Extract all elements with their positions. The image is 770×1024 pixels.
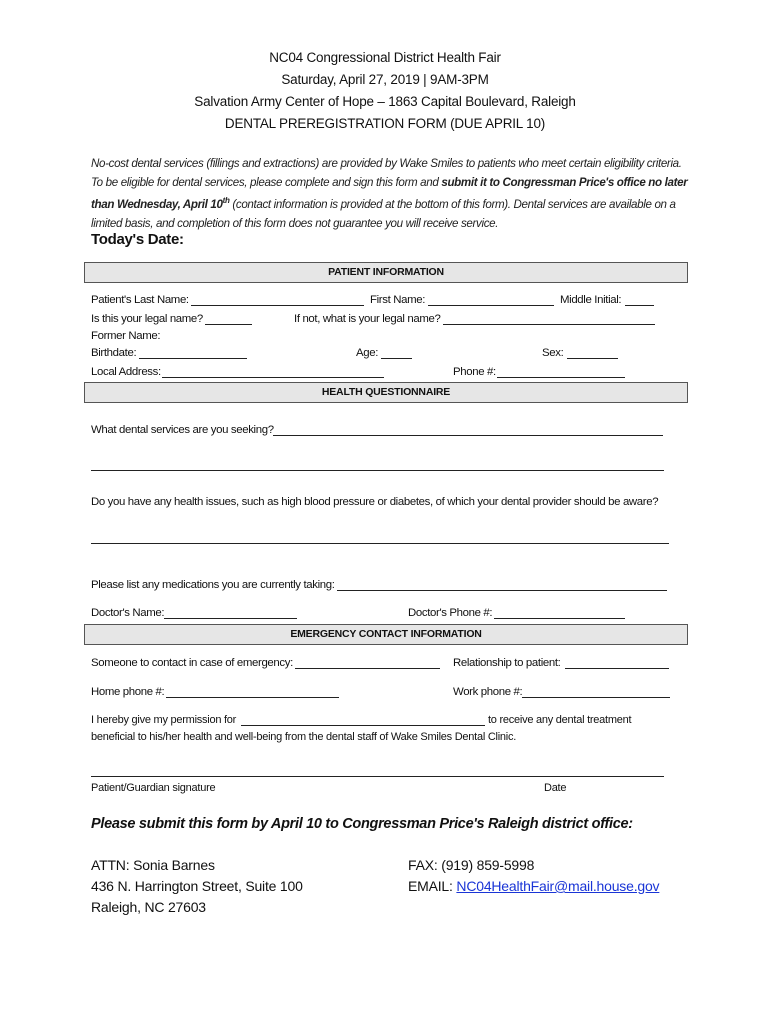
medications-label: Please list any medications you are currently taking: — [91, 579, 335, 591]
services-field-line-2[interactable] — [91, 470, 664, 471]
home-phone-field[interactable] — [166, 697, 339, 698]
local-address-field[interactable] — [162, 377, 384, 378]
services-label: What dental services are you seeking? — [91, 424, 274, 436]
intro-deadline: submit it to Congressman Price's office no later than Wednesday, April 10 — [91, 175, 688, 212]
health-issues-field[interactable] — [91, 543, 669, 544]
permission-field[interactable] — [241, 725, 485, 726]
intro-paragraph — [91, 155, 691, 233]
work-phone-field[interactable] — [522, 697, 670, 698]
work-phone-label: Work phone #: — [453, 686, 523, 698]
contact-email-label: EMAIL: — [408, 878, 457, 894]
relationship-field[interactable] — [565, 668, 669, 669]
services-field[interactable] — [273, 435, 663, 436]
emergency-contact-label: Someone to contact in case of emergency: — [91, 657, 293, 669]
contact-email-link[interactable]: NC04HealthFair@mail.house.gov — [456, 878, 660, 894]
former-name-label: Former Name: — [91, 330, 161, 342]
contact-city: Raleigh, NC 27603 — [91, 899, 206, 915]
if-not-legal-name-field[interactable] — [443, 324, 655, 325]
intro-sup: th — [222, 196, 230, 206]
submit-instructions: Please submit this form by April 10 to Congressman Price's Raleigh district office: — [91, 816, 633, 832]
medications-field[interactable] — [337, 590, 667, 591]
birthdate-field[interactable] — [139, 358, 247, 359]
age-label: Age: — [356, 347, 379, 359]
first-name-field[interactable] — [428, 305, 554, 306]
last-name-label: Patient's Last Name: — [91, 294, 189, 306]
emergency-contact-field[interactable] — [295, 668, 440, 669]
date-label: Date — [544, 782, 567, 794]
form-title: DENTAL PREREGISTRATION FORM (DUE APRIL 10) — [224, 116, 546, 131]
permission-label-b: to receive any dental treatment — [488, 714, 632, 726]
phone-field[interactable] — [497, 377, 625, 378]
sex-field[interactable] — [567, 358, 618, 359]
last-name-field[interactable] — [191, 305, 364, 306]
legal-name-label: Is this your legal name? — [91, 313, 203, 325]
middle-initial-label: Middle Initial: — [560, 294, 622, 306]
todays-date-label: Today's Date: — [91, 231, 184, 248]
legal-name-field[interactable] — [205, 324, 252, 325]
doctor-phone-label: Doctor's Phone #: — [408, 607, 493, 619]
doctor-name-label: Doctor's Name: — [91, 607, 165, 619]
header-location: Salvation Army Center of Hope – 1863 Capital Boulevard, Raleigh — [194, 94, 576, 109]
section-emergency-contact: EMERGENCY CONTACT INFORMATION — [84, 624, 688, 645]
header-date: Saturday, April 27, 2019 | 9AM-3PM — [281, 72, 489, 87]
first-name-label: First Name: — [370, 294, 426, 306]
permission-label-a: I hereby give my permission for — [91, 714, 237, 726]
contact-attn: ATTN: Sonia Barnes — [91, 857, 215, 873]
sex-label: Sex: — [542, 347, 564, 359]
permission-label-c: beneficial to his/her health and well-being from the dental staff of Wake Smiles Dental Clinic. — [91, 731, 517, 743]
signature-label: Patient/Guardian signature — [91, 782, 216, 794]
contact-street: 436 N. Harrington Street, Suite 100 — [91, 878, 303, 894]
contact-email-row — [408, 878, 659, 894]
contact-fax: FAX: (919) 859-5998 — [408, 857, 535, 873]
section-patient-information: PATIENT INFORMATION — [84, 262, 688, 283]
home-phone-label: Home phone #: — [91, 686, 165, 698]
intro-text-1: No-cost dental services (fillings and extractions) are provided by Wake Smiles to patients who meet certain eligibility criteria. To be eligible for dental services, please complete and sign this form and — [91, 157, 682, 189]
health-issues-label: Do you have any health issues, such as high blood pressure or diabetes, of which your dental provider should be aware? — [91, 496, 659, 508]
if-not-legal-name-label: If not, what is your legal name? — [294, 313, 441, 325]
signature-field[interactable] — [91, 776, 664, 777]
intro-text-2: (contact information is provided at the bottom of this form). Dental services are available on a limited basis, and completion of this form does not guarantee you will receive service. — [91, 198, 676, 230]
age-field[interactable] — [381, 358, 412, 359]
local-address-label: Local Address: — [91, 366, 161, 378]
header-title: NC04 Congressional District Health Fair — [269, 50, 501, 65]
relationship-label: Relationship to patient: — [453, 657, 561, 669]
middle-initial-field[interactable] — [625, 305, 654, 306]
phone-label: Phone #: — [453, 366, 496, 378]
doctor-name-field[interactable] — [164, 618, 297, 619]
birthdate-label: Birthdate: — [91, 347, 137, 359]
section-health-questionnaire: HEALTH QUESTIONNAIRE — [84, 382, 688, 403]
doctor-phone-field[interactable] — [494, 618, 625, 619]
